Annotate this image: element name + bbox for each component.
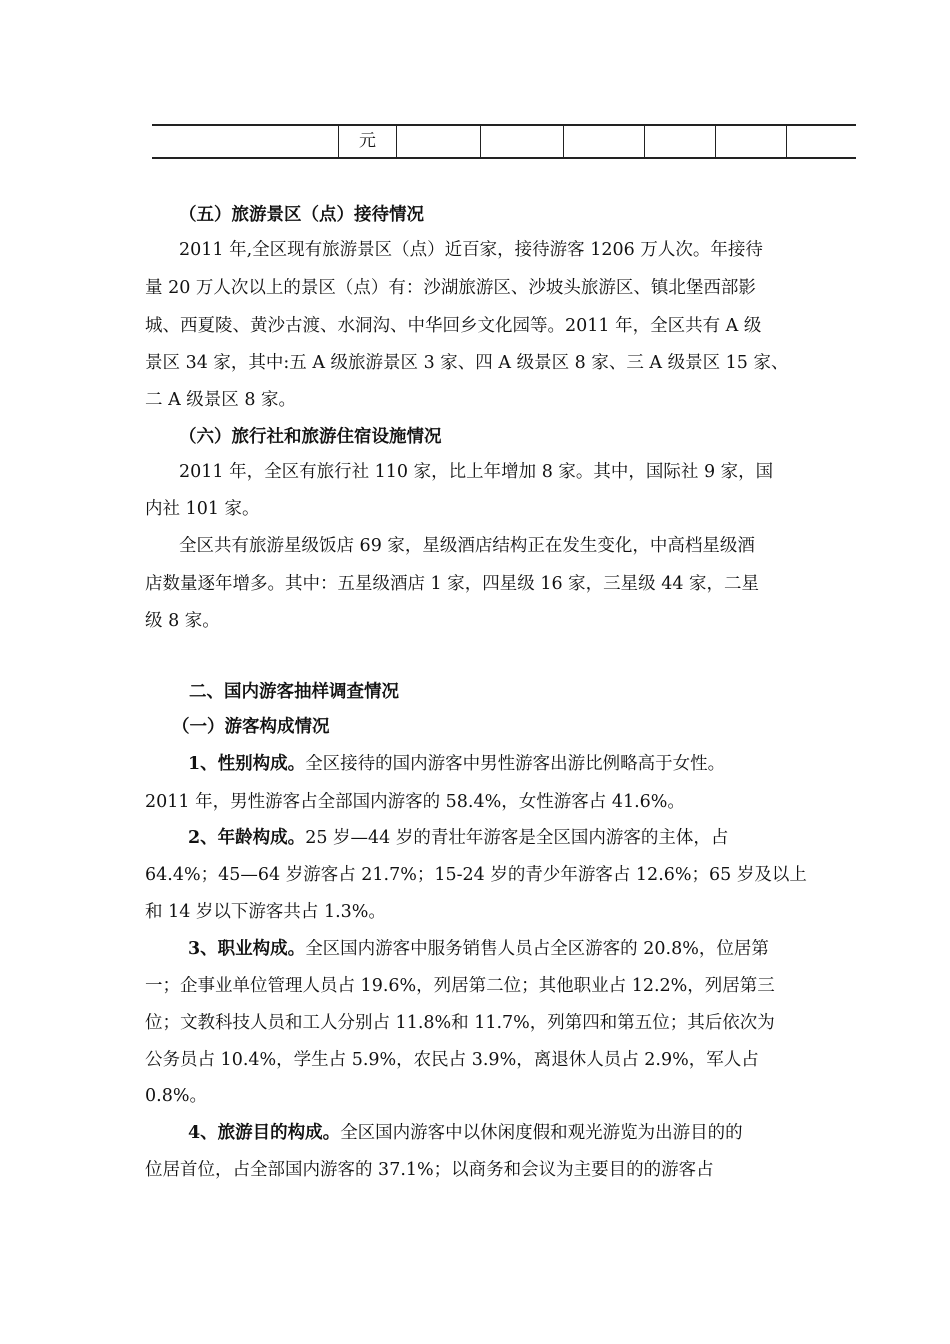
- paragraph-line: 二 A 级景区 8 家。: [145, 390, 297, 410]
- table-cell: [715, 126, 786, 157]
- paragraph-line: 店数量逐年增多。其中：五星级酒店 1 家，四星级 16 家，三星级 44 家，二星: [145, 574, 760, 594]
- paragraph-line: 公务员占 10.4%，学生占 5.9%，农民占 3.9%，离退休人员占 2.9%，军人占: [145, 1050, 759, 1070]
- table-cell: [480, 126, 563, 157]
- paragraph-line: 位；文教科技人员和工人分别占 11.8%和 11.7%，列第四和第五位；其后依次为: [145, 1013, 775, 1033]
- table-cell: [786, 126, 856, 157]
- item-label: 3、职业构成。: [188, 939, 306, 959]
- paragraph-line: 量 20 万人次以上的景区（点）有：沙湖旅游区、沙坡头旅游区、镇北堡西部影: [145, 278, 756, 298]
- paragraph-line: 内社 101 家。: [145, 499, 260, 519]
- paragraph-line: 位居首位，占全部国内游客的 37.1%；以商务和会议为主要目的的游客占: [145, 1160, 714, 1180]
- item-lead: 全区国内游客中服务销售人员占全区游客的 20.8%，位居第: [305, 939, 769, 959]
- item-label: 2、年龄构成。: [188, 828, 306, 848]
- paragraph-line: 城、西夏陵、黄沙古渡、水洞沟、中华回乡文化园等。2011 年，全区共有 A 级: [145, 316, 762, 336]
- paragraph-line: 级 8 家。: [145, 611, 220, 631]
- paragraph-line: 全区共有旅游星级饭店 69 家，星级酒店结构正在发生变化，中高档星级酒: [179, 536, 755, 556]
- table-cell: [644, 126, 715, 157]
- paragraph-line: 2011 年，全区有旅行社 110 家，比上年增加 8 家。其中，国际社 9 家，国: [179, 462, 774, 482]
- subsection-heading: （一）游客构成情况: [172, 717, 330, 737]
- paragraph-line: 64.4%；45—64 岁游客占 21.7%；15-24 岁的青少年游客占 12.6%；65 岁及以上: [145, 865, 807, 885]
- paragraph-line: 0.8%。: [145, 1086, 207, 1106]
- table-cell-unit: 元: [338, 126, 396, 157]
- table-cell: [563, 126, 644, 157]
- section-heading-5: （五）旅游景区（点）接待情况: [179, 205, 424, 225]
- paragraph-line: 景区 34 家，其中:五 A 级旅游景区 3 家、四 A 级景区 8 家、三 A 级景区 15 家、: [145, 353, 789, 373]
- item-age: [188, 824, 728, 849]
- item-label: 1、性别构成。: [188, 754, 306, 774]
- item-occupation: [188, 935, 769, 960]
- table-fragment: [152, 124, 856, 159]
- item-lead: 全区国内游客中以休闲度假和观光游览为出游目的的: [340, 1123, 743, 1143]
- paragraph-line: 一；企事业单位管理人员占 19.6%，列居第二位；其他职业占 12.2%，列居第三: [145, 976, 775, 996]
- section-heading-6: （六）旅行社和旅游住宿设施情况: [179, 427, 442, 447]
- item-lead: 25 岁—44 岁的青壮年游客是全区国内游客的主体，占: [305, 828, 729, 848]
- item-gender: [188, 750, 725, 775]
- item-label: 4、旅游目的构成。: [188, 1123, 341, 1143]
- paragraph-line: 和 14 岁以下游客共占 1.3%。: [145, 902, 386, 922]
- item-lead: 全区接待的国内游客中男性游客出游比例略高于女性。: [305, 754, 726, 774]
- part-heading: 二、国内游客抽样调查情况: [189, 682, 399, 702]
- table-cell: [396, 126, 480, 157]
- item-purpose: [188, 1119, 743, 1144]
- paragraph-line: 2011 年,全区现有旅游景区（点）近百家，接待游客 1206 万人次。年接待: [179, 240, 763, 260]
- paragraph-line: 2011 年，男性游客占全部国内游客的 58.4%，女性游客占 41.6%。: [145, 792, 685, 812]
